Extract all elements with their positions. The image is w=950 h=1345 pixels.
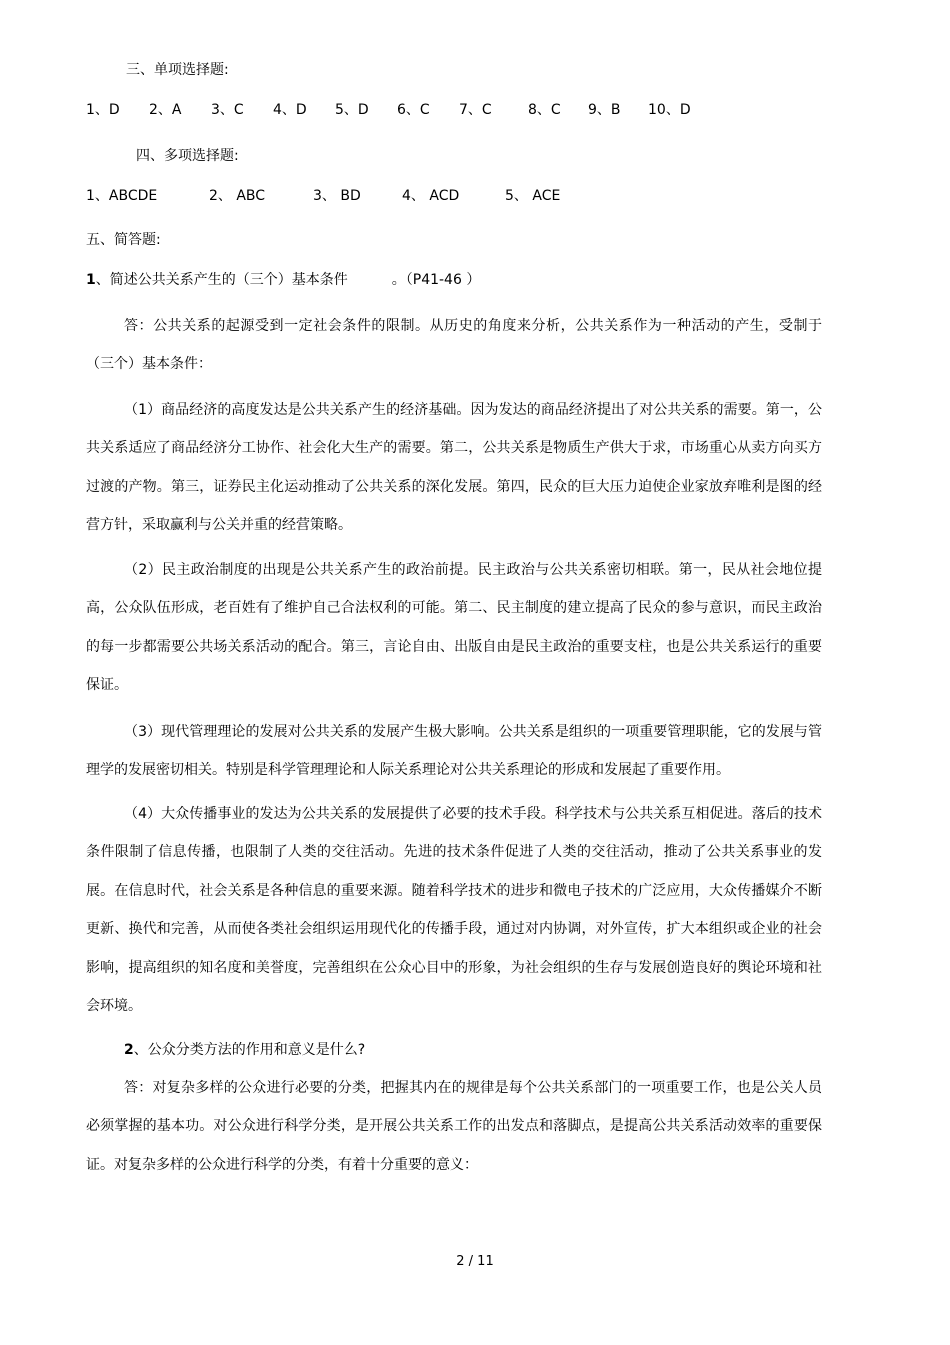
question-text: 、简述公共关系产生的（三个）基本条件 — [95, 272, 348, 288]
answer-point-1: （1）商品经济的高度发达是公共关系产生的经济基础。因为发达的商品经济提出了对公共关系的需要。第一，公共关系适应了商品经济分工协作、社会化大生产的需要。第二，公共关系是物质生产供大于求，市场重心从卖方向买方过渡的产物。第三，证券民主化运动推动了公共关系的深化发展。第四，民众的巨大压力迫使企业家放弃唯利是图的经营方针，采取赢利与公关并重的经营策略。 — [86, 402, 822, 534]
section4-heading: 四、多项选择题: — [136, 148, 239, 164]
answer-item: 9、B — [588, 102, 621, 118]
question-reference: 。（P41-46 ） — [391, 272, 481, 288]
question-number: 1 — [86, 272, 96, 288]
answer-item: 4、 ACD — [402, 188, 460, 204]
answer-item: 1、ABCDE — [86, 188, 158, 204]
page-number: 2 / 11 — [456, 1254, 494, 1269]
answer-item: 1、D — [86, 102, 120, 118]
answer-item: 8、C — [528, 102, 561, 118]
answer-item: 3、 BD — [313, 188, 361, 204]
answer-item: 4、D — [273, 102, 307, 118]
question-text: 、公众分类方法的作用和意义是什么? — [133, 1042, 366, 1058]
answer-item: 3、C — [211, 102, 244, 118]
answer-item: 6、C — [397, 102, 430, 118]
question-1-title — [86, 270, 480, 290]
answer-item: 2、A — [149, 102, 182, 118]
answer-item: 2、 ABC — [209, 188, 266, 204]
answer-intro: 答：公共关系的起源受到一定社会条件的限制。从历史的角度来分析，公共关系作为一种活动的产生，受制于（三个）基本条件： — [86, 318, 822, 373]
question-number: 2 — [124, 1042, 134, 1058]
answer-item: 5、D — [335, 102, 369, 118]
answer-point-2: （2）民主政治制度的出现是公共关系产生的政治前提。民主政治与公共关系密切相联。第一，民从社会地位提高，公众队伍形成，老百姓有了维护自己合法权利的可能。第二、民主制度的建立提高了民众的参与意识，而民主政治的每一步都需要公共场关系活动的配合。第三，言论自由、出版自由是民主政治的重要支柱，也是公共关系运行的重要保证。 — [86, 562, 822, 694]
answer-point-3: （3）现代管理理论的发展对公共关系的发展产生极大影响。公共关系是组织的一项重要管理职能，它的发展与管理学的发展密切相关。特别是科学管理理论和人际关系理论对公共关系理论的形成和发展起了重要作用。 — [86, 724, 822, 779]
answer-point-4: （4）大众传播事业的发达为公共关系的发展提供了必要的技术手段。科学技术与公共关系互相促进。落后的技术条件限制了信息传播，也限制了人类的交往活动。先进的技术条件促进了人类的交往活动，推动了公共关系事业的发展。在信息时代，社会关系是各种信息的重要来源。随着科学技术的进步和微电子技术的广泛应用，大众传播媒介不断更新、换代和完善，从而使各类社会组织运用现代化的传播手段，通过对内协调，对外宣传，扩大本组织或企业的社会影响，提高组织的知名度和美誉度，完善组织在公众心目中的形象，为社会组织的生存与发展创造良好的舆论环境和社会环境。 — [86, 806, 822, 1015]
answer-item: 7、C — [459, 102, 492, 118]
section5-heading: 五、简答题: — [86, 232, 161, 248]
answer-item: 5、 ACE — [505, 188, 561, 204]
question-2-answer: 答：对复杂多样的公众进行必要的分类，把握其内在的规律是每个公共关系部门的一项重要工作，也是公关人员必须掌握的基本功。对公众进行科学分类，是开展公共关系工作的出发点和落脚点，是提高公共关系活动效率的重要保证。对复杂多样的公众进行科学的分类，有着十分重要的意义： — [86, 1080, 822, 1173]
question-2-title — [124, 1040, 365, 1060]
answer-item: 10、D — [648, 102, 691, 118]
section3-heading: 三、单项选择题: — [126, 62, 229, 78]
